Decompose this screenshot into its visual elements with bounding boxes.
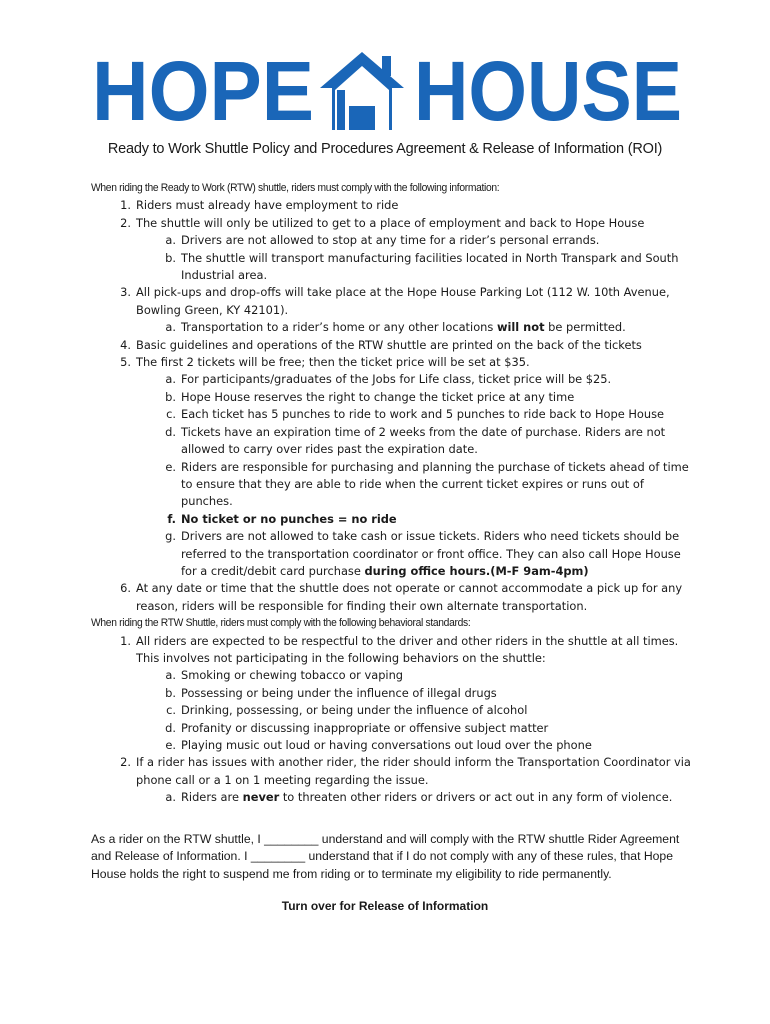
sub-list-item: e. Riders are responsible for purchasing and planning the purchase of tickets ahead of time to ensure that they are able to ride when the current ticket expires or runs out of punches.	[165, 459, 689, 509]
sub-list-item: f. No ticket or no punches = no ride	[167, 511, 397, 526]
sub-list-item: d. Tickets have an expiration time of 2 weeks from the date of purchase. Riders are not allowed to carry over rides past the expiration date.	[165, 424, 666, 457]
policy-content	[91, 180, 691, 807]
section1-heading: When riding the Ready to Work (RTW) shuttle, riders must comply with the following information:	[91, 182, 500, 194]
list-item: 3. All pick-ups and drop-offs will take place at the Hope House Parking Lot (112 W. 10th Avenue, Bowling Green, KY 42101).	[120, 285, 670, 317]
sub-list-item: c. Drinking, possessing, or being under the influence of alcohol	[166, 703, 528, 718]
hope-house-logo-graphic	[92, 44, 682, 138]
sub-list-item: b. Hope House reserves the right to change the ticket price at any time	[165, 389, 575, 404]
turn-over-note: Turn over for Release of Information	[281, 899, 489, 913]
sub-list-item: e. Playing music out loud or having conversations out loud over the phone	[165, 738, 592, 752]
list-item: 2. The shuttle will only be utilized to get to a place of employment and back to Hope House	[120, 215, 645, 230]
sub-list-item: g. Drivers are not allowed to take cash or issue tickets. Riders who need tickets should be referred to the transportation coordinator or front office. They can also call Hope House for a credit/debit card purchase during office hours.(M-F 9am-4pm)	[165, 529, 681, 578]
page-title: Ready to Work Shuttle Policy and Procedures Agreement & Release of Information (ROI)	[107, 141, 663, 157]
sub-list-item: a. Drivers are not allowed to stop at any time for a rider’s personal errands.	[165, 233, 600, 248]
list-item: 1. Riders must already have employment to ride	[120, 198, 399, 213]
agreement-paragraph: As a rider on the RTW shuttle, I ________ understand and will comply with the RTW shuttle Rider Agreement and Release of Information. I ________ understand that if I do not comply with any of these rules, that Hope House holds the right to suspend me from riding or to terminate my eligibility to ride permanently.	[91, 832, 680, 881]
sub-list-item: c. Each ticket has 5 punches to ride to work and 5 punches to ride back to Hope House	[166, 407, 665, 422]
sub-list-item: a. Riders are never to threaten other riders or drivers or act out in any form of violence.	[165, 790, 673, 805]
sub-list-item: a. Smoking or chewing tobacco or vaping	[165, 668, 404, 683]
hope-house-logo	[92, 44, 682, 138]
list-item: 6. At any date or time that the shuttle does not operate or cannot accommodate a pick up for any reason, riders will be responsible for finding their own alternate transportation.	[120, 581, 683, 613]
list-item: 4. Basic guidelines and operations of the RTW shuttle are printed on the back of the tickets	[120, 337, 642, 352]
house-icon	[320, 52, 404, 130]
list-item: 5. The first 2 tickets will be free; then the ticket price will be set at $35.	[120, 355, 530, 370]
list-item: 2. If a rider has issues with another rider, the rider should inform the Transportation Coordinator via phone call or a 1 on 1 meeting regarding the issue.	[120, 755, 691, 787]
sub-list-item: b. Possessing or being under the influence of illegal drugs	[165, 685, 497, 700]
section2-heading: When riding the RTW Shuttle, riders must comply with the following behavioral standards:	[91, 617, 471, 630]
sub-list-item: a. For participants/graduates of the Jobs for Life class, ticket price will be $25.	[165, 372, 612, 387]
logo-word-hope: HOPE	[92, 44, 314, 138]
logo-word-house: HOUSE	[414, 44, 682, 138]
list-item: 1. All riders are expected to be respectful to the driver and other riders in the shuttle at all times. This involves not participating in the following behaviors on the shuttle:	[120, 633, 679, 665]
sub-list-item: a. Transportation to a rider’s home or any other locations will not be permitted.	[165, 320, 626, 335]
sub-list-item: d. Profanity or discussing inappropriate or offensive subject matter	[165, 720, 549, 735]
sub-list-item: b. The shuttle will transport manufacturing facilities located in North Transpark and South Industrial area.	[165, 250, 679, 283]
